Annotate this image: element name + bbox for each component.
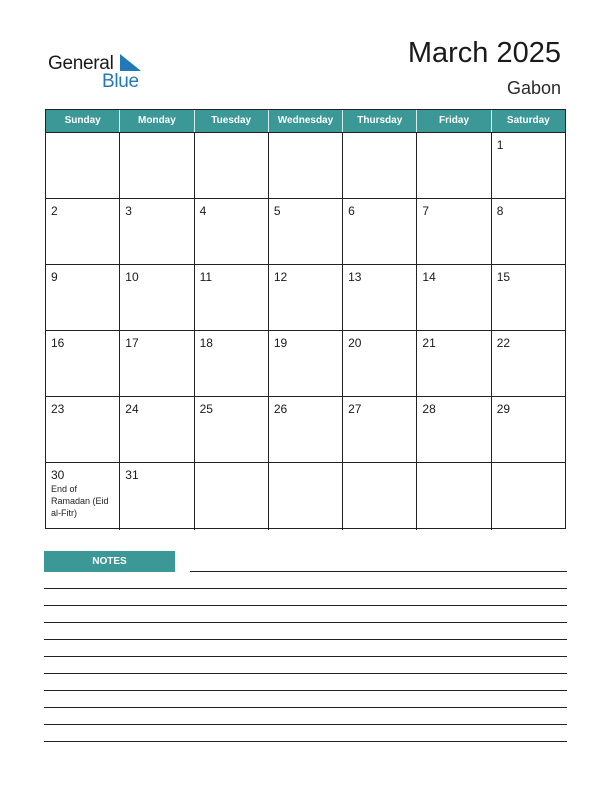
day-number: 5 [273,204,281,219]
weekday-header-tuesday: Tuesday [195,110,269,132]
day-cell-empty [343,463,417,529]
day-cell-8 [492,199,565,264]
notes-line [44,707,567,708]
day-cell-empty [492,463,565,529]
day-cell-empty [195,463,269,529]
notes-line [44,639,567,640]
day-cell-10 [120,265,194,330]
day-number: 17 [125,336,139,351]
day-number: 19 [273,336,288,351]
day-number: 9 [51,270,58,285]
day-number: 12 [273,270,288,285]
day-cell-9 [46,265,120,330]
calendar-week-row [46,265,565,331]
day-number: 7 [422,204,430,219]
day-number: 28 [422,402,436,417]
generalblue-logo [48,53,148,93]
day-number: 31 [125,468,139,483]
day-number: 20 [348,336,362,351]
day-number: 4 [199,204,207,219]
day-cell-6 [343,199,417,264]
day-cell-27 [343,397,417,462]
notes-line [190,571,567,572]
day-cell-29 [492,397,565,462]
day-number: 13 [348,270,362,285]
weekday-header-wednesday: Wednesday [269,110,343,132]
day-number: 1 [496,138,504,152]
day-cell-12 [269,265,343,330]
day-number: 22 [496,336,511,351]
day-cell-20 [343,331,417,396]
day-cell-5 [269,199,343,264]
notes-line [44,622,567,623]
day-cell-30 [46,463,120,529]
weekday-header-saturday: Saturday [506,115,550,126]
notes-line [44,724,567,725]
day-number: 30 [51,468,65,483]
day-number: 8 [496,204,504,219]
logo-triangle-icon [120,54,142,72]
weekday-header-row [46,110,565,133]
day-cell-empty [417,463,491,529]
notes-line [44,656,567,657]
notes-line [44,741,567,742]
day-number: 10 [125,270,139,285]
holiday-label: End of Ramadan (Eid al-Fitr) [51,484,109,519]
calendar-week-row [46,199,565,265]
day-cell-11 [195,265,269,330]
day-number: 2 [51,204,58,219]
day-cell-1 [492,133,565,198]
day-number: 3 [125,204,132,219]
day-number: 18 [199,336,213,351]
day-cell-4 [195,199,269,264]
day-number: 14 [422,270,436,285]
day-cell-3 [120,199,194,264]
day-cell-19 [269,331,343,396]
weekday-header-thursday: Thursday [343,110,417,132]
day-cell-21 [417,331,491,396]
logo-blue-text: Blue [102,71,139,92]
calendar-week-row [46,463,565,529]
day-cell-17 [120,331,194,396]
day-number: 6 [348,204,355,219]
day-cell-15 [492,265,565,330]
calendar-week-row [46,331,565,397]
day-cell-empty [120,133,194,198]
day-cell-16 [46,331,120,396]
day-number: 26 [273,402,288,417]
calendar-week-row [46,133,565,199]
day-number: 24 [125,402,139,417]
notes-line [44,605,567,606]
day-number: 27 [348,402,362,417]
country-label: Gabon [506,78,561,98]
day-number: 29 [496,402,511,417]
day-number: 11 [199,270,213,285]
calendar-grid [45,109,566,529]
day-cell-7 [417,199,491,264]
notes-line [44,673,567,674]
day-cell-empty [417,133,491,198]
day-number: 15 [496,270,511,285]
day-cell-28 [417,397,491,462]
day-cell-31 [120,463,194,529]
day-cell-empty [269,463,343,529]
notes-line [44,588,567,589]
day-cell-empty [343,133,417,198]
day-number: 23 [51,402,65,417]
weekday-header-friday: Friday [417,110,491,132]
day-cell-18 [195,331,269,396]
weekday-header-monday: Monday [120,110,194,132]
day-number: 21 [422,336,436,351]
notes-line [44,690,567,691]
day-cell-empty [46,133,120,198]
day-cell-24 [120,397,194,462]
day-cell-22 [492,331,565,396]
logo-general-text: General [48,53,114,74]
day-cell-2 [46,199,120,264]
calendar-week-row [46,397,565,463]
notes-label: NOTES [44,551,175,572]
day-number: 25 [199,402,213,417]
day-cell-23 [46,397,120,462]
day-cell-26 [269,397,343,462]
day-cell-empty [195,133,269,198]
day-cell-empty [269,133,343,198]
day-cell-25 [195,397,269,462]
calendar-body [46,133,565,530]
weekday-header-sunday: Sunday [46,110,120,132]
page-title: March 2025 [407,37,561,69]
day-cell-13 [343,265,417,330]
day-number: 16 [51,336,65,351]
day-cell-14 [417,265,491,330]
